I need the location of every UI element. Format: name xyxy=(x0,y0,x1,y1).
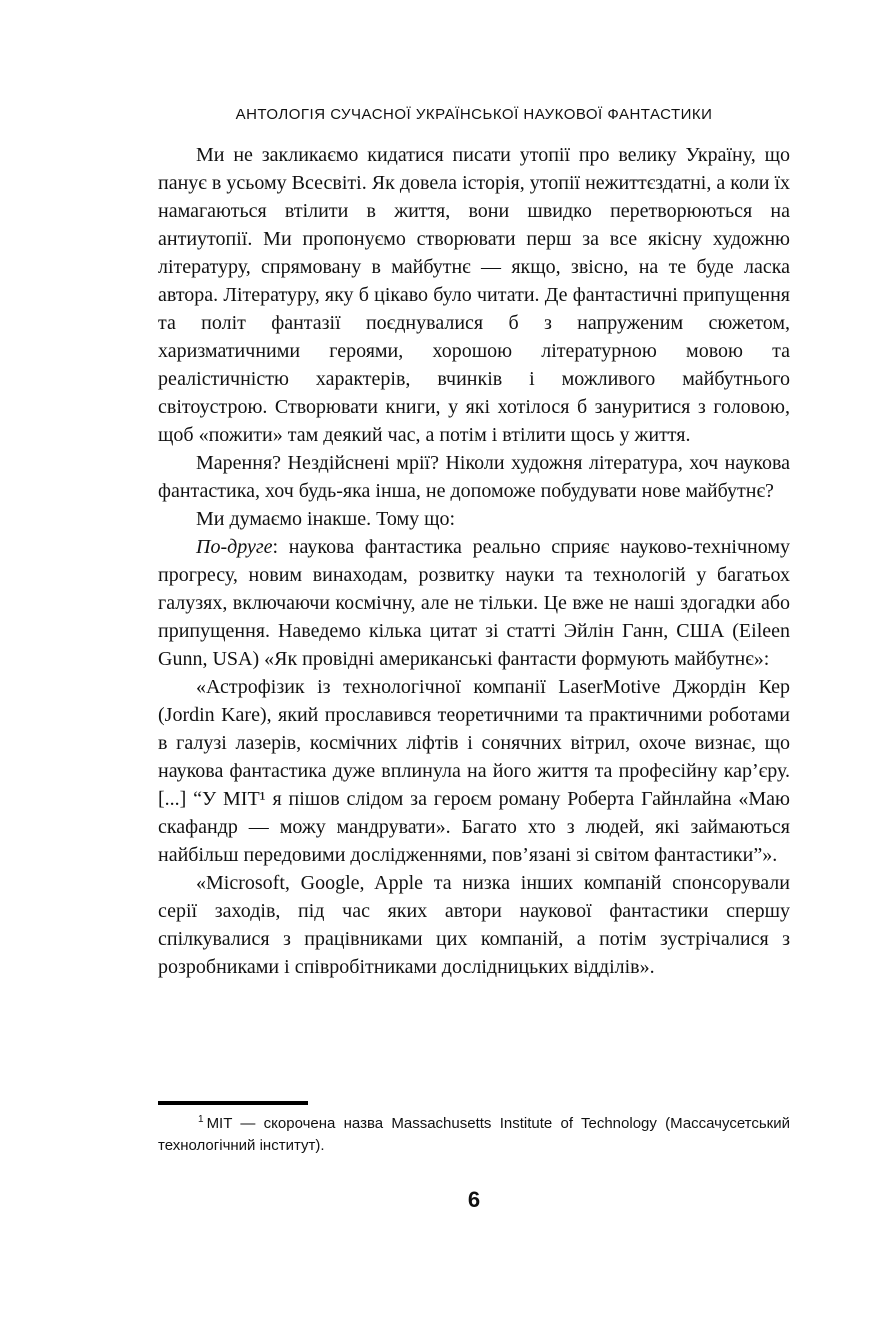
footnote-divider xyxy=(158,1101,308,1105)
paragraph-6: «Microsoft, Google, Apple та низка інших компаній спонсорували серії заходів, під час яких автори наукової фантастики спершу спілкувалися з працівниками цих компаній, а потім зустрічалися з розробниками і співробітниками дослідницьких відділів». xyxy=(158,872,790,978)
footnote xyxy=(158,1101,790,1157)
page-number: 6 xyxy=(467,1187,481,1212)
running-header: АНТОЛОГІЯ СУЧАСНОЇ УКРАЇНСЬКОЇ НАУКОВОЇ ФАНТАСТИКИ xyxy=(235,106,713,123)
paragraph-4-italic-lead: По-друге xyxy=(196,536,273,558)
paragraph-4 xyxy=(158,533,790,673)
paragraph-3: Ми думаємо інакше. Тому що: xyxy=(196,508,456,530)
footnote-marker: 1 xyxy=(198,1114,204,1125)
footnote-text xyxy=(158,1113,790,1157)
paragraph-1: Ми не закликаємо кидатися писати утопії про велику Україну, що панує в усьому Всесвіті. Як довела історія, утопії нежиттєздатні, а коли їх намагаються втілити в життя, вони швидко перетворюються на антиутопії. Ми пропонуємо створювати перш за все якісну художню літературу, спрямовану в майбутнє — якщо, звісно, на те буде ласка автора. Літературу, яку б цікаво було читати. Де фантастичні припущення та політ фантазії поєднувалися б з напруженим сюжетом, харизматичними героями, хорошою літературною мовою та реалістичністю характерів, вчинків і можливого майбутнього світоустрою. Створювати книги, у які хотілося б зануритися з головою, щоб «пожити» там деякий час, а потім і втілити щось у життя. xyxy=(158,144,790,446)
footnote-body: MIT — скорочена назва Massachusetts Institute of Technology (Массачусетський технологічний інститут). xyxy=(158,1115,790,1154)
paragraph-2: Марення? Нездійснені мрії? Ніколи художня література, хоч наукова фантастика, хоч будь-яка інша, не допоможе побудувати нове майбутнє? xyxy=(158,452,790,502)
paragraph-5: «Астрофізик із технологічної компанії LaserMotive Джордін Кер (Jordin Kare), який прославився теоретичними та практичними роботами в галузі лазерів, космічних ліфтів і сонячних вітрил, охоче визнає, що наукова фантастика дуже вплинула на його життя та професійну кар’єру. [...] “У MIT¹ я пішов слідом за героєм роману Роберта Гайнлайна «Маю скафандр — можу мандрувати». Багато хто з людей, які займаються найбільш передовими дослідженнями, пов’язані зі світом фантастики”». xyxy=(158,676,790,866)
body-text xyxy=(158,141,790,981)
paragraph-4-text: : наукова фантастика реально сприяє науково-технічному прогресу, новим винаходам, розвитку науки та технологій у багатьох галузях, включаючи космічну, але не тільки. Це вже не наші здогадки або припущення. Наведемо кілька цитат зі статті Эйлін Ганн, США (Eileen Gunn, USA) «Як провідні американські фантасти формують майбутнє»: xyxy=(158,536,790,670)
